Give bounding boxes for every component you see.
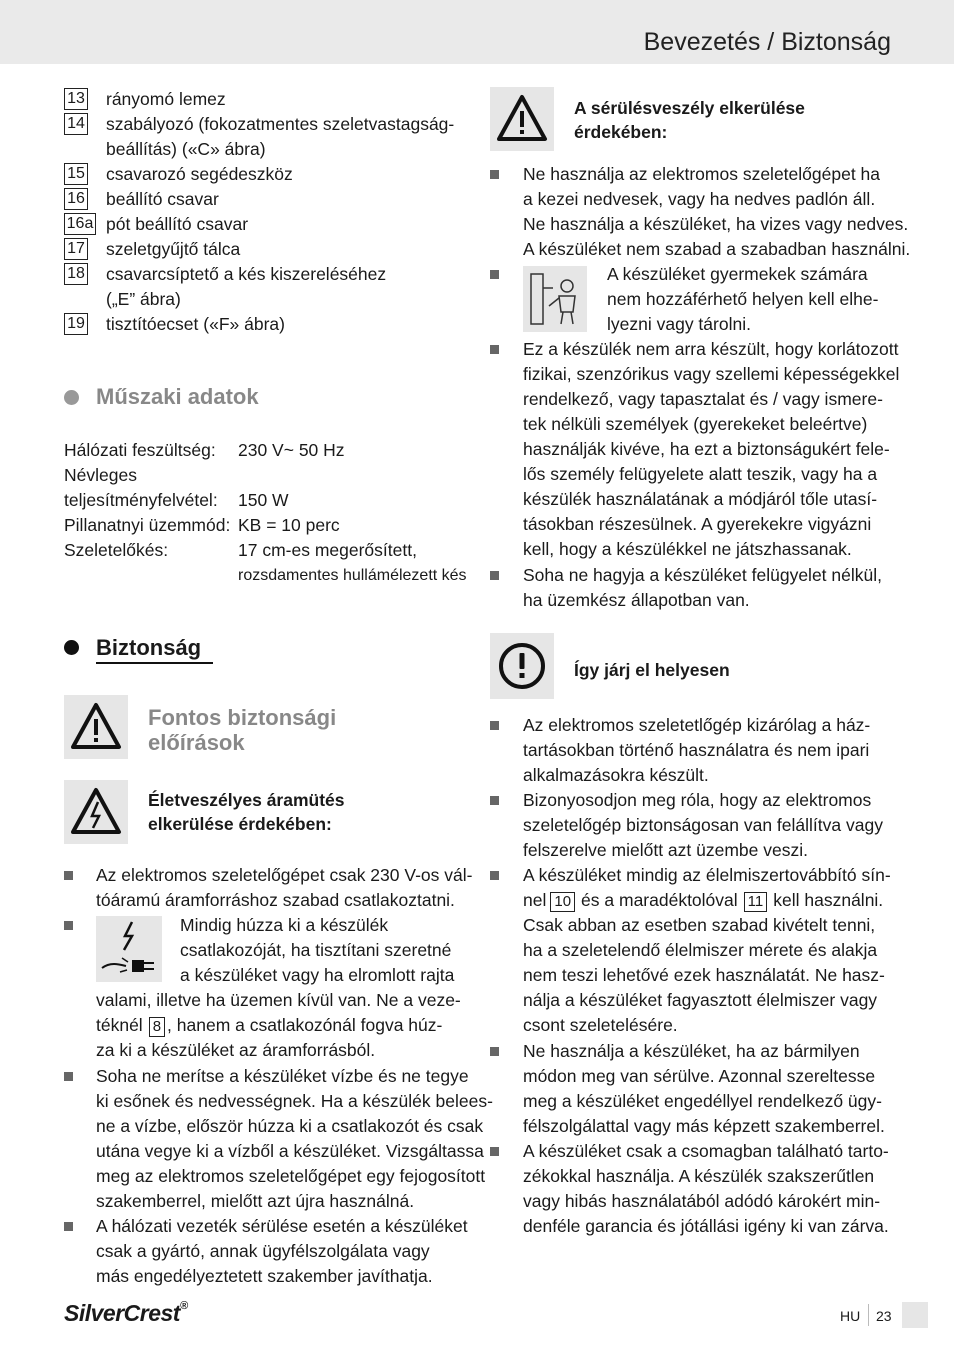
bullet-text: módon meg van sérülve. Azonnal szereltesse [523, 1066, 876, 1086]
proper-heading: Így járj el helyesen [574, 660, 730, 680]
bullet-square-icon [490, 170, 499, 179]
ref-text: nel [523, 890, 547, 910]
bullet-square-icon [490, 1047, 499, 1056]
bullet-text: lyezni vagy tárolni. [607, 314, 751, 334]
electric-hazard-icon [64, 780, 128, 844]
part-label: csavarozó segédeszköz [106, 164, 293, 184]
part-label: szeletgyűjtő tálca [106, 239, 241, 259]
child-box [523, 266, 587, 332]
heading-underline [96, 662, 213, 664]
bullet-text [523, 888, 883, 913]
tech-label: Pillanatnyi üzemmód: [64, 515, 231, 535]
exclamation-circle-icon [490, 633, 554, 699]
part-number: 14 [64, 113, 88, 135]
bullet-text: tásokban részesülnek. A gyerekekre vigyázni [523, 514, 872, 534]
ref-text: kell használni. [773, 890, 884, 910]
bullet-square-icon [490, 721, 499, 730]
injury-heading: A sérülésveszély elkerülése érdekében: [574, 98, 805, 142]
bullet-text: A hálózati vezeték sérülése esetén a készüléket [96, 1216, 468, 1236]
tech-value: 230 V~ 50 Hz [238, 440, 345, 460]
bullet-text: csak a gyártó, annak ügyfélszolgálata vagy [96, 1241, 430, 1261]
unplug-box [96, 916, 162, 982]
tech-value: 150 W [238, 490, 289, 510]
bullet-text: Bizonyosodjon meg róla, hogy az elektromos [523, 790, 872, 810]
bullet-text: Mindig húzza ki a készülék [180, 915, 389, 935]
bullet-text: nem hozzáférhető helyen kell elhe- [607, 289, 879, 309]
bullet-text: tartásokban történő használatra és nem ipari [523, 740, 870, 760]
part-label: pót beállító csavar [106, 214, 249, 234]
bullet-text: lős személy felügyelete alatt teszik, vagy ha a [523, 464, 878, 484]
bullet-text: ha üzemkész állapotban van. [523, 590, 750, 610]
bullet-text: nálja a készüléket fagyasztott élelmiszer vagy [523, 990, 878, 1010]
bullet-text: tóáramú áramforráshoz szabad csatlakoztatni. [96, 890, 455, 910]
bullet-text: A készüléket nem szabad a szabadban használni. [523, 239, 911, 259]
bullet-text: szakemberrel, mielőtt azt újra használná. [96, 1191, 415, 1211]
bullet-text: Az elektromos szeletelőgépet csak 230 V-os vál- [96, 865, 473, 885]
section-bullet-icon [64, 390, 79, 405]
tech-label: Hálózati feszültség: [64, 440, 216, 460]
bullet-text: használják kivéve, ha ezt a biztonságukért fele- [523, 439, 890, 459]
bullet-text: alkalmazásokra készült. [523, 765, 709, 785]
part-label: („E” ábra) [106, 289, 181, 309]
page-number: 23 [876, 1308, 892, 1324]
tech-heading: Műszaki adatok [96, 384, 259, 409]
footer-language: HU [840, 1308, 861, 1324]
bullet-text: Ne használja az elektromos szeletelőgépet ha [523, 164, 881, 184]
info-box [490, 633, 554, 699]
bullet-square-icon [490, 571, 499, 580]
ref-number: 8 [149, 1017, 165, 1037]
section-bullet-icon [64, 640, 79, 655]
footer-tab [902, 1302, 928, 1328]
electric-heading: Életveszélyes áramütés elkerülése érdekében: [148, 790, 345, 834]
bullet-text: denféle garancia és jótállási igény ki van zárva. [523, 1216, 889, 1236]
part-number: 18 [64, 263, 88, 285]
bullet-square-icon [64, 871, 73, 880]
bullet-square-icon [64, 921, 73, 930]
part-label: tisztítóecset («F» ábra) [106, 314, 285, 334]
warning-box [64, 695, 128, 759]
bullet-text: Soha ne merítse a készüléket vízbe és ne tegye [96, 1066, 469, 1086]
safety-subheading: Fontos biztonsági előírások [148, 705, 337, 755]
bullet-text: készülék használatának a módjáról tőle utasí- [523, 489, 878, 509]
tech-label: Névleges [64, 465, 137, 485]
bullet-text: csont szeletelésére. [523, 1015, 678, 1035]
bullet-text: ki esőnek és nedvességnek. Ha a készülék belees- [96, 1091, 493, 1111]
tech-value: 17 cm-es megerősített, [238, 540, 417, 560]
bullet-text: csatlakozóját, ha tisztítani szeretné [180, 940, 452, 960]
bullet-text: A készüléket csak a csomagban található tarto- [523, 1141, 889, 1161]
bullet-text: szeletelőgép biztonságosan van felállítva vagy [523, 815, 883, 835]
bullet-square-icon [490, 270, 499, 279]
bullet-text [96, 1013, 442, 1038]
bullet-text: valami, illetve ha üzemen kívül van. Ne a veze- [96, 990, 461, 1010]
bullet-text: más engedélyeztetett szakember javíthatja. [96, 1266, 433, 1286]
tech-label: Szeletelőkés: [64, 540, 169, 560]
tech-label: teljesítményfelvétel: [64, 490, 218, 510]
unplug-icon [96, 916, 162, 982]
bullet-text: fizikai, szenzórikus vagy szellemi képességekkel [523, 364, 900, 384]
part-label: szabályozó (fokozatmentes szeletvastagság- [106, 114, 455, 134]
bullet-text: Ne használja a készüléket, ha az bármilyen [523, 1041, 860, 1061]
bullet-text: za ki a készüléket az áramforrásból. [96, 1040, 376, 1060]
bullet-text: meg az elektromos szeletelőgépet egy fejogosított [96, 1166, 486, 1186]
part-label: csavarcsíptető a kés kiszereléséhez [106, 264, 387, 284]
part-number: 13 [64, 88, 88, 110]
bullet-square-icon [490, 796, 499, 805]
bullet-text: félszolgálattal vagy más képzett szakemberrel. [523, 1116, 885, 1136]
part-label: rányomó lemez [106, 89, 226, 109]
ref-text: és a maradéktolóval [581, 890, 738, 910]
bullet-text: Soha ne hagyja a készüléket felügyelet nélkül, [523, 565, 882, 585]
tech-value: KB = 10 perc [238, 515, 340, 535]
safety-heading: Biztonság [96, 635, 202, 660]
bullet-square-icon [490, 871, 499, 880]
bullet-text: Az elektromos szeletetlőgép kizárólag a ház- [523, 715, 871, 735]
footer-divider [868, 1304, 869, 1326]
bullet-text: meg a készüléket engedéllyel rendelkező ügy- [523, 1091, 882, 1111]
bullet-text: A készüléket mindig az élelmiszertovábbító sín- [523, 865, 891, 885]
ref-number: 10 [550, 892, 575, 912]
silvercrest-logo: SilverCrest® [64, 1300, 188, 1326]
ref-text: , hanem a csatlakozónál fogva húz- [167, 1015, 443, 1035]
bullet-text: a készüléket vagy ha elromlott rajta [180, 965, 455, 985]
part-number: 15 [64, 163, 88, 185]
bullet-text: zékokkal használja. A készülék szakszerűtlen [523, 1166, 875, 1186]
electric-box [64, 780, 128, 844]
part-number: 16a [64, 213, 96, 235]
part-label: beállítás) («C» ábra) [106, 139, 266, 159]
warning-triangle-icon [64, 695, 128, 759]
ref-text: téknél [96, 1015, 143, 1035]
bullet-text: Ez a készülék nem arra készült, hogy korlátozott [523, 339, 899, 359]
bullet-text: kell, hogy a készülékkel ne játszhassanak. [523, 539, 852, 559]
bullet-text: vagy hibás használatából adódó károkért min- [523, 1191, 881, 1211]
bullet-text: Csak abban az esetben szabad kivételt tenni, [523, 915, 876, 935]
warning-box [490, 87, 554, 151]
part-number: 19 [64, 313, 88, 335]
bullet-text: nem teszi lehetővé ezek használatát. Ne hasz- [523, 965, 885, 985]
part-label: beállító csavar [106, 189, 219, 209]
bullet-square-icon [64, 1072, 73, 1081]
child-safety-icon [523, 266, 587, 332]
bullet-text: utána vegye ki a vízből a készüléket. Vizsgáltassa [96, 1141, 484, 1161]
bullet-square-icon [64, 1222, 73, 1231]
part-number: 16 [64, 188, 88, 210]
bullet-text: ne a vízbe, először húzza ki a csatlakozót és csak [96, 1116, 484, 1136]
bullet-text: ha a szeletelendő élelmiszer mérete és alakja [523, 940, 878, 960]
bullet-square-icon [490, 345, 499, 354]
bullet-text: tek nélküli személyek (gyerekeket beleértve) [523, 414, 868, 434]
page-title: Bevezetés / Biztonság [643, 28, 891, 56]
bullet-text: Ne használja a készüléket, ha vizes vagy nedves. [523, 214, 909, 234]
bullet-square-icon [490, 1147, 499, 1156]
bullet-text: a kezei nedvesek, vagy ha nedves padlón áll. [523, 189, 876, 209]
bullet-text: rendelkező, vagy tapasztalat és / vagy ismere- [523, 389, 883, 409]
bullet-text: A készüléket gyermekek számára [607, 264, 868, 284]
bullet-text: felszerelve mielőtt azt üzembe veszi. [523, 840, 808, 860]
warning-triangle-icon [490, 87, 554, 151]
part-number: 17 [64, 238, 88, 260]
ref-number: 11 [744, 892, 768, 912]
tech-value: rozsdamentes hullámélezett kés [238, 567, 467, 584]
